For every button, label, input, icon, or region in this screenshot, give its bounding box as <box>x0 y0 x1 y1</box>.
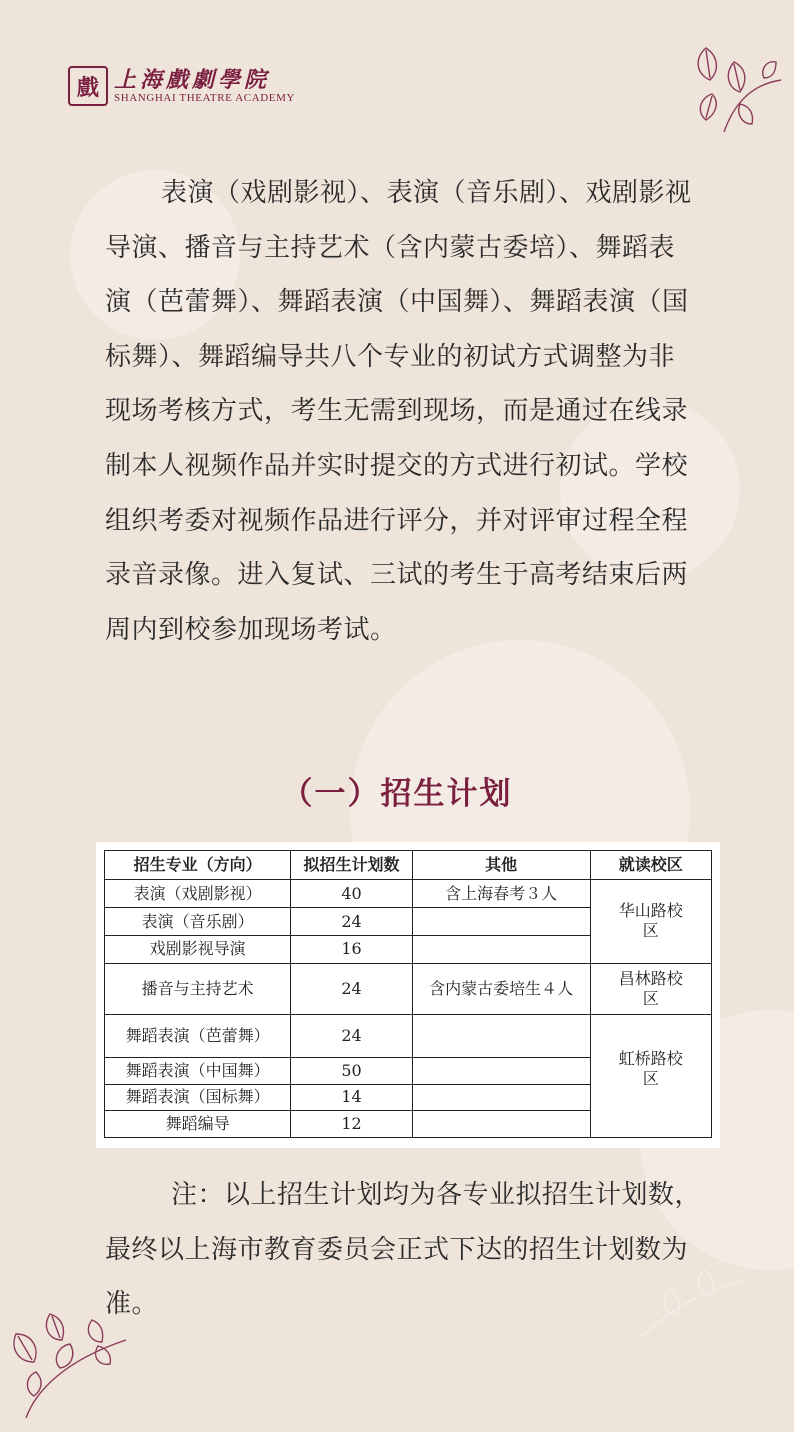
table-header: 其他 <box>412 851 590 880</box>
campus-cell: 虹桥路校区 <box>590 1014 711 1137</box>
table-row <box>105 1014 712 1057</box>
major-cell: 舞蹈表演（中国舞） <box>105 1058 291 1085</box>
count-cell: 12 <box>291 1111 412 1138</box>
count-cell: 40 <box>291 879 412 908</box>
other-cell: 含内蒙古委培生４人 <box>412 963 590 1014</box>
other-cell <box>412 936 590 964</box>
other-cell <box>412 1058 590 1085</box>
other-cell <box>412 908 590 936</box>
count-cell: 14 <box>291 1084 412 1111</box>
other-cell <box>412 1084 590 1111</box>
major-cell: 戏剧影视导演 <box>105 936 291 964</box>
table-header: 招生专业（方向） <box>105 851 291 880</box>
body-paragraph: 表演（戏剧影视）、表演（音乐剧）、戏剧影视导演、播音与主持艺术（含内蒙古委培）、舞蹈表演（芭蕾舞）、舞蹈表演（中国舞）、舞蹈表演（国标舞）、舞蹈编导共八个专业的初试方式调整为非现场考核方式，考生无需到现场，而是通过在线录制本人视频作品并实时提交的方式进行初试。学校组织考委对视频作品进行评分，并对评审过程全程录音录像。进入复试、三试的考生于高考结束后两周内到校参加现场考试。 <box>105 178 692 645</box>
logo-text <box>114 68 295 105</box>
campus-cell: 昌林路校区 <box>590 963 711 1014</box>
major-cell: 舞蹈表演（芭蕾舞） <box>105 1014 291 1057</box>
table-header: 拟招生计划数 <box>291 851 412 880</box>
count-cell: 16 <box>291 936 412 964</box>
table-row <box>105 879 712 908</box>
enrollment-plan-table <box>96 842 720 1148</box>
major-cell: 播音与主持艺术 <box>105 963 291 1014</box>
count-cell: 24 <box>291 908 412 936</box>
major-cell: 表演（音乐剧） <box>105 908 291 936</box>
school-logo <box>68 66 295 106</box>
major-cell: 舞蹈编导 <box>105 1111 291 1138</box>
logo-name-cn: 上海戲劇學院 <box>114 66 271 93</box>
table-row <box>105 963 712 1014</box>
count-cell: 50 <box>291 1058 412 1085</box>
campus-cell: 华山路校区 <box>590 879 711 963</box>
major-cell: 表演（戏剧影视） <box>105 879 291 908</box>
note-paragraph: 注：以上招生计划均为各专业拟招生计划数，最终以上海市教育委员会正式下达的招生计划数为准。 <box>105 1180 702 1320</box>
section-title: （一）招生计划 <box>281 776 513 812</box>
logo-seal-icon: 戲 <box>68 66 108 106</box>
other-cell: 含上海春考３人 <box>412 879 590 908</box>
other-cell <box>412 1014 590 1057</box>
logo-name-en: SHANGHAI THEATRE ACADEMY <box>114 91 296 104</box>
count-cell: 24 <box>291 1014 412 1057</box>
other-cell <box>412 1111 590 1138</box>
major-cell: 舞蹈表演（国标舞） <box>105 1084 291 1111</box>
count-cell: 24 <box>291 963 412 1014</box>
table-header: 就读校区 <box>590 851 711 880</box>
table-header-row <box>105 851 712 880</box>
leaf-branch-icon <box>676 40 788 140</box>
